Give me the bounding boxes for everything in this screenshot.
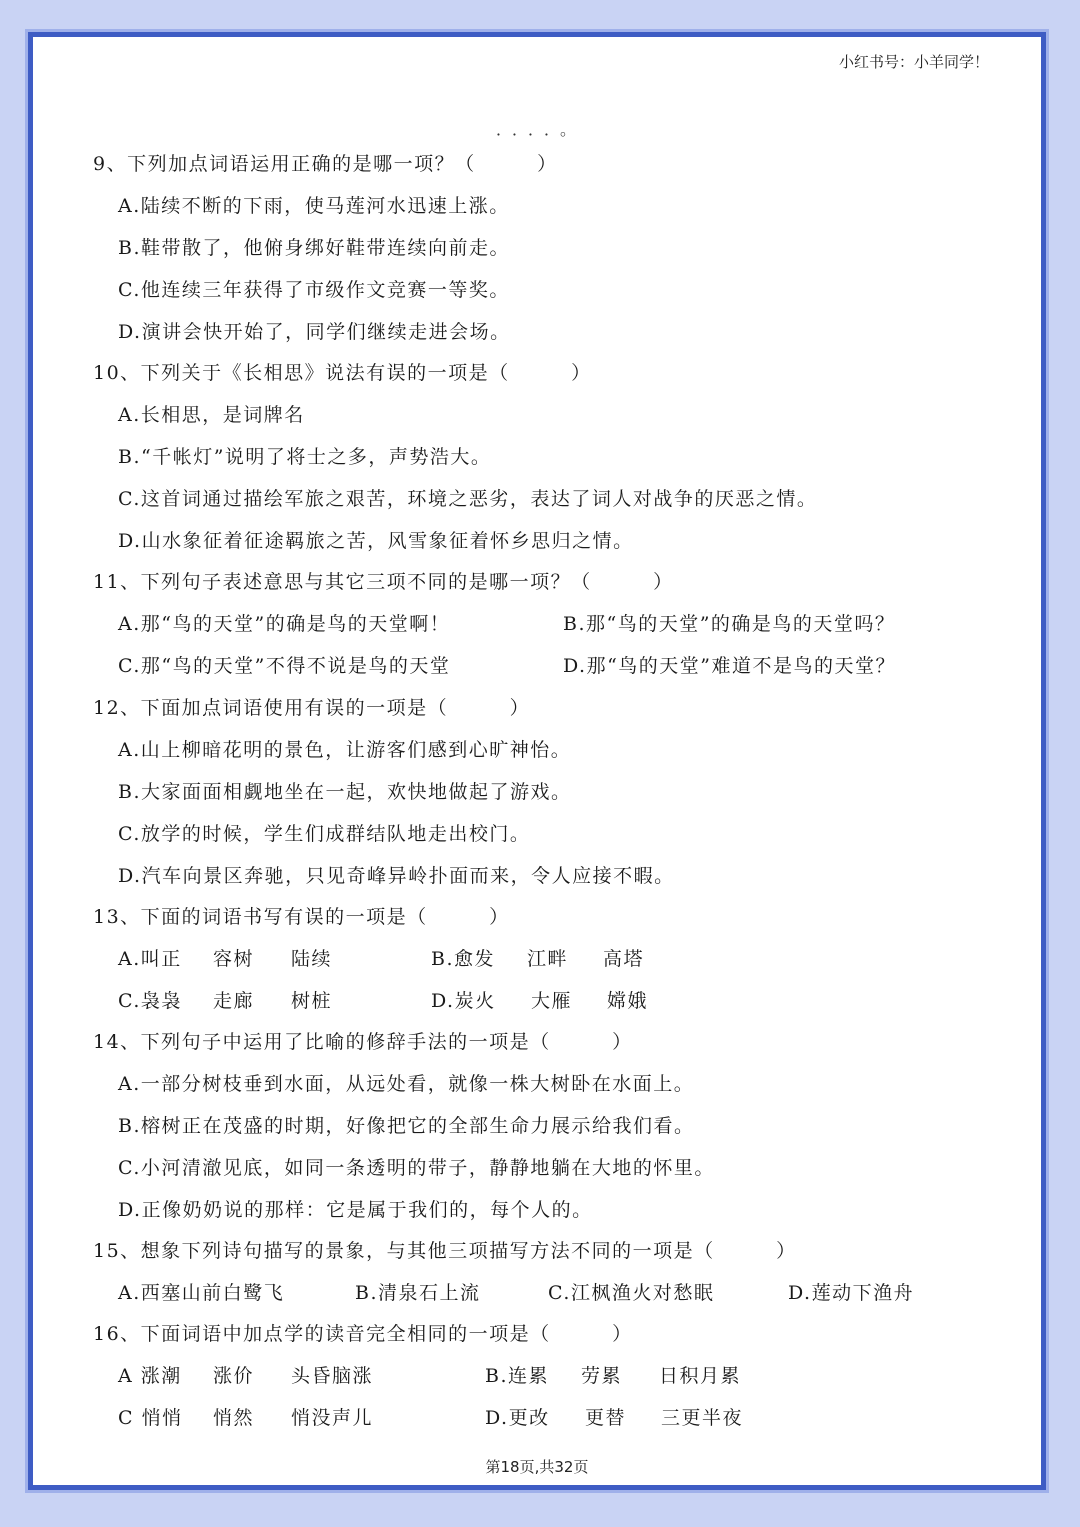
question-16-stem: 16、下面词语中加点学的读音完全相同的一项是（ ）	[93, 1323, 633, 1345]
q13-option-b-word2: 江畔	[527, 948, 569, 970]
q16-option-b-word2: 劳累	[581, 1365, 623, 1387]
q13-option-c-word3: 树桩	[291, 990, 333, 1012]
q10-option-d[interactable]: D.山水象征着征途羁旅之苦，风雪象征着怀乡思归之情。	[118, 530, 634, 552]
q16-option-a[interactable]: A 涨潮	[118, 1365, 182, 1387]
q13-option-d[interactable]: D.炭火	[431, 990, 496, 1012]
q13-option-c[interactable]: C.袅袅	[118, 990, 182, 1012]
question-12-stem: 12、下面加点词语使用有误的一项是（ ）	[93, 697, 531, 719]
q16-option-a-word2: 涨价	[213, 1365, 255, 1387]
q11-option-b[interactable]: B.那“鸟的天堂”的确是鸟的天堂吗？	[563, 613, 896, 635]
q12-option-d[interactable]: D.汽车向景区奔驰，只见奇峰异岭扑面而来，令人应接不暇。	[118, 865, 675, 887]
q14-option-a[interactable]: A.一部分树枝垂到水面，从远处看，就像一株大树卧在水面上。	[118, 1073, 695, 1095]
q13-option-c-word2: 走廊	[213, 990, 255, 1012]
question-11-stem: 11、下列句子表述意思与其它三项不同的是哪一项？（ ）	[93, 571, 674, 593]
q15-option-a[interactable]: A.西塞山前白鹭飞	[118, 1282, 285, 1304]
q16-option-b[interactable]: B.连累	[485, 1365, 550, 1387]
q15-option-b[interactable]: B.清泉石上流	[355, 1282, 481, 1304]
q12-option-a[interactable]: A.山上柳暗花明的景色，让游客们感到心旷神怡。	[118, 739, 572, 761]
watermark: 小红书号：小羊同学！	[838, 53, 989, 71]
q16-option-c-word2: 悄然	[213, 1407, 255, 1429]
q15-option-c[interactable]: C.江枫渔火对愁眠	[548, 1282, 715, 1304]
emphasis-dots: ．．．．。	[496, 120, 585, 139]
q13-option-b-word3: 高塔	[603, 948, 645, 970]
q16-option-c-word3: 悄没声儿	[291, 1407, 374, 1429]
q11-option-c[interactable]: C.那“鸟的天堂”不得不说是鸟的天堂	[118, 655, 451, 677]
q10-option-b[interactable]: B.“千帐灯”说明了将士之多，声势浩大。	[118, 446, 492, 468]
q10-option-c[interactable]: C.这首词通过描绘军旅之艰苦，环境之恶劣，表达了词人对战争的厌恶之情。	[118, 488, 818, 510]
q13-option-d-word2: 大雁	[531, 990, 573, 1012]
q10-option-a[interactable]: A.长相思，是词牌名	[118, 404, 305, 426]
q14-option-d[interactable]: D.正像奶奶说的那样：它是属于我们的，每个人的。	[118, 1199, 593, 1221]
q12-option-c[interactable]: C.放学的时候，学生们成群结队地走出校门。	[118, 823, 531, 845]
q9-option-a[interactable]: A.陆续不断的下雨，使马莲河水迅速上涨。	[118, 195, 510, 217]
q16-option-d-word3: 三更半夜	[661, 1407, 744, 1429]
q13-option-d-word3: 嫦娥	[607, 990, 649, 1012]
q16-option-c[interactable]: C 悄悄	[118, 1407, 183, 1429]
question-9-stem: 9、下列加点词语运用正确的是哪一项？（ ）	[93, 153, 558, 175]
question-15-stem: 15、想象下列诗句描写的景象，与其他三项描写方法不同的一项是（ ）	[93, 1240, 797, 1262]
q14-option-c[interactable]: C.小河清澈见底，如同一条透明的带子，静静地躺在大地的怀里。	[118, 1157, 715, 1179]
q9-option-c[interactable]: C.他连续三年获得了市级作文竞赛一等奖。	[118, 279, 510, 301]
q14-option-b[interactable]: B.榕树正在茂盛的时期，好像把它的全部生命力展示给我们看。	[118, 1115, 695, 1137]
question-14-stem: 14、下列句子中运用了比喻的修辞手法的一项是（ ）	[93, 1031, 633, 1053]
q16-option-a-word3: 头昏脑涨	[291, 1365, 374, 1387]
q12-option-b[interactable]: B.大家面面相觑地坐在一起，欢快地做起了游戏。	[118, 781, 572, 803]
q15-option-d[interactable]: D.莲动下渔舟	[788, 1282, 915, 1304]
q13-option-a-word3: 陆续	[291, 948, 333, 970]
q11-option-a[interactable]: A.那“鸟的天堂”的确是鸟的天堂啊！	[118, 613, 451, 635]
q13-option-a[interactable]: A.叫正	[118, 948, 182, 970]
page-number: 第18页,共32页	[485, 1458, 589, 1476]
question-13-stem: 13、下面的词语书写有误的一项是（ ）	[93, 906, 510, 928]
q16-option-d[interactable]: D.更改	[485, 1407, 550, 1429]
page-frame	[28, 32, 1046, 1490]
q9-option-b[interactable]: B.鞋带散了，他俯身绑好鞋带连续向前走。	[118, 237, 511, 259]
q13-option-a-word2: 容树	[213, 948, 255, 970]
q16-option-d-word2: 更替	[585, 1407, 627, 1429]
q11-option-d[interactable]: D.那“鸟的天堂”难道不是鸟的天堂？	[563, 655, 897, 677]
question-10-stem: 10、下列关于《长相思》说法有误的一项是（ ）	[93, 362, 592, 384]
q9-option-d[interactable]: D.演讲会快开始了，同学们继续走进会场。	[118, 321, 511, 343]
q13-option-b[interactable]: B.愈发	[431, 948, 496, 970]
q16-option-b-word3: 日积月累	[659, 1365, 742, 1387]
